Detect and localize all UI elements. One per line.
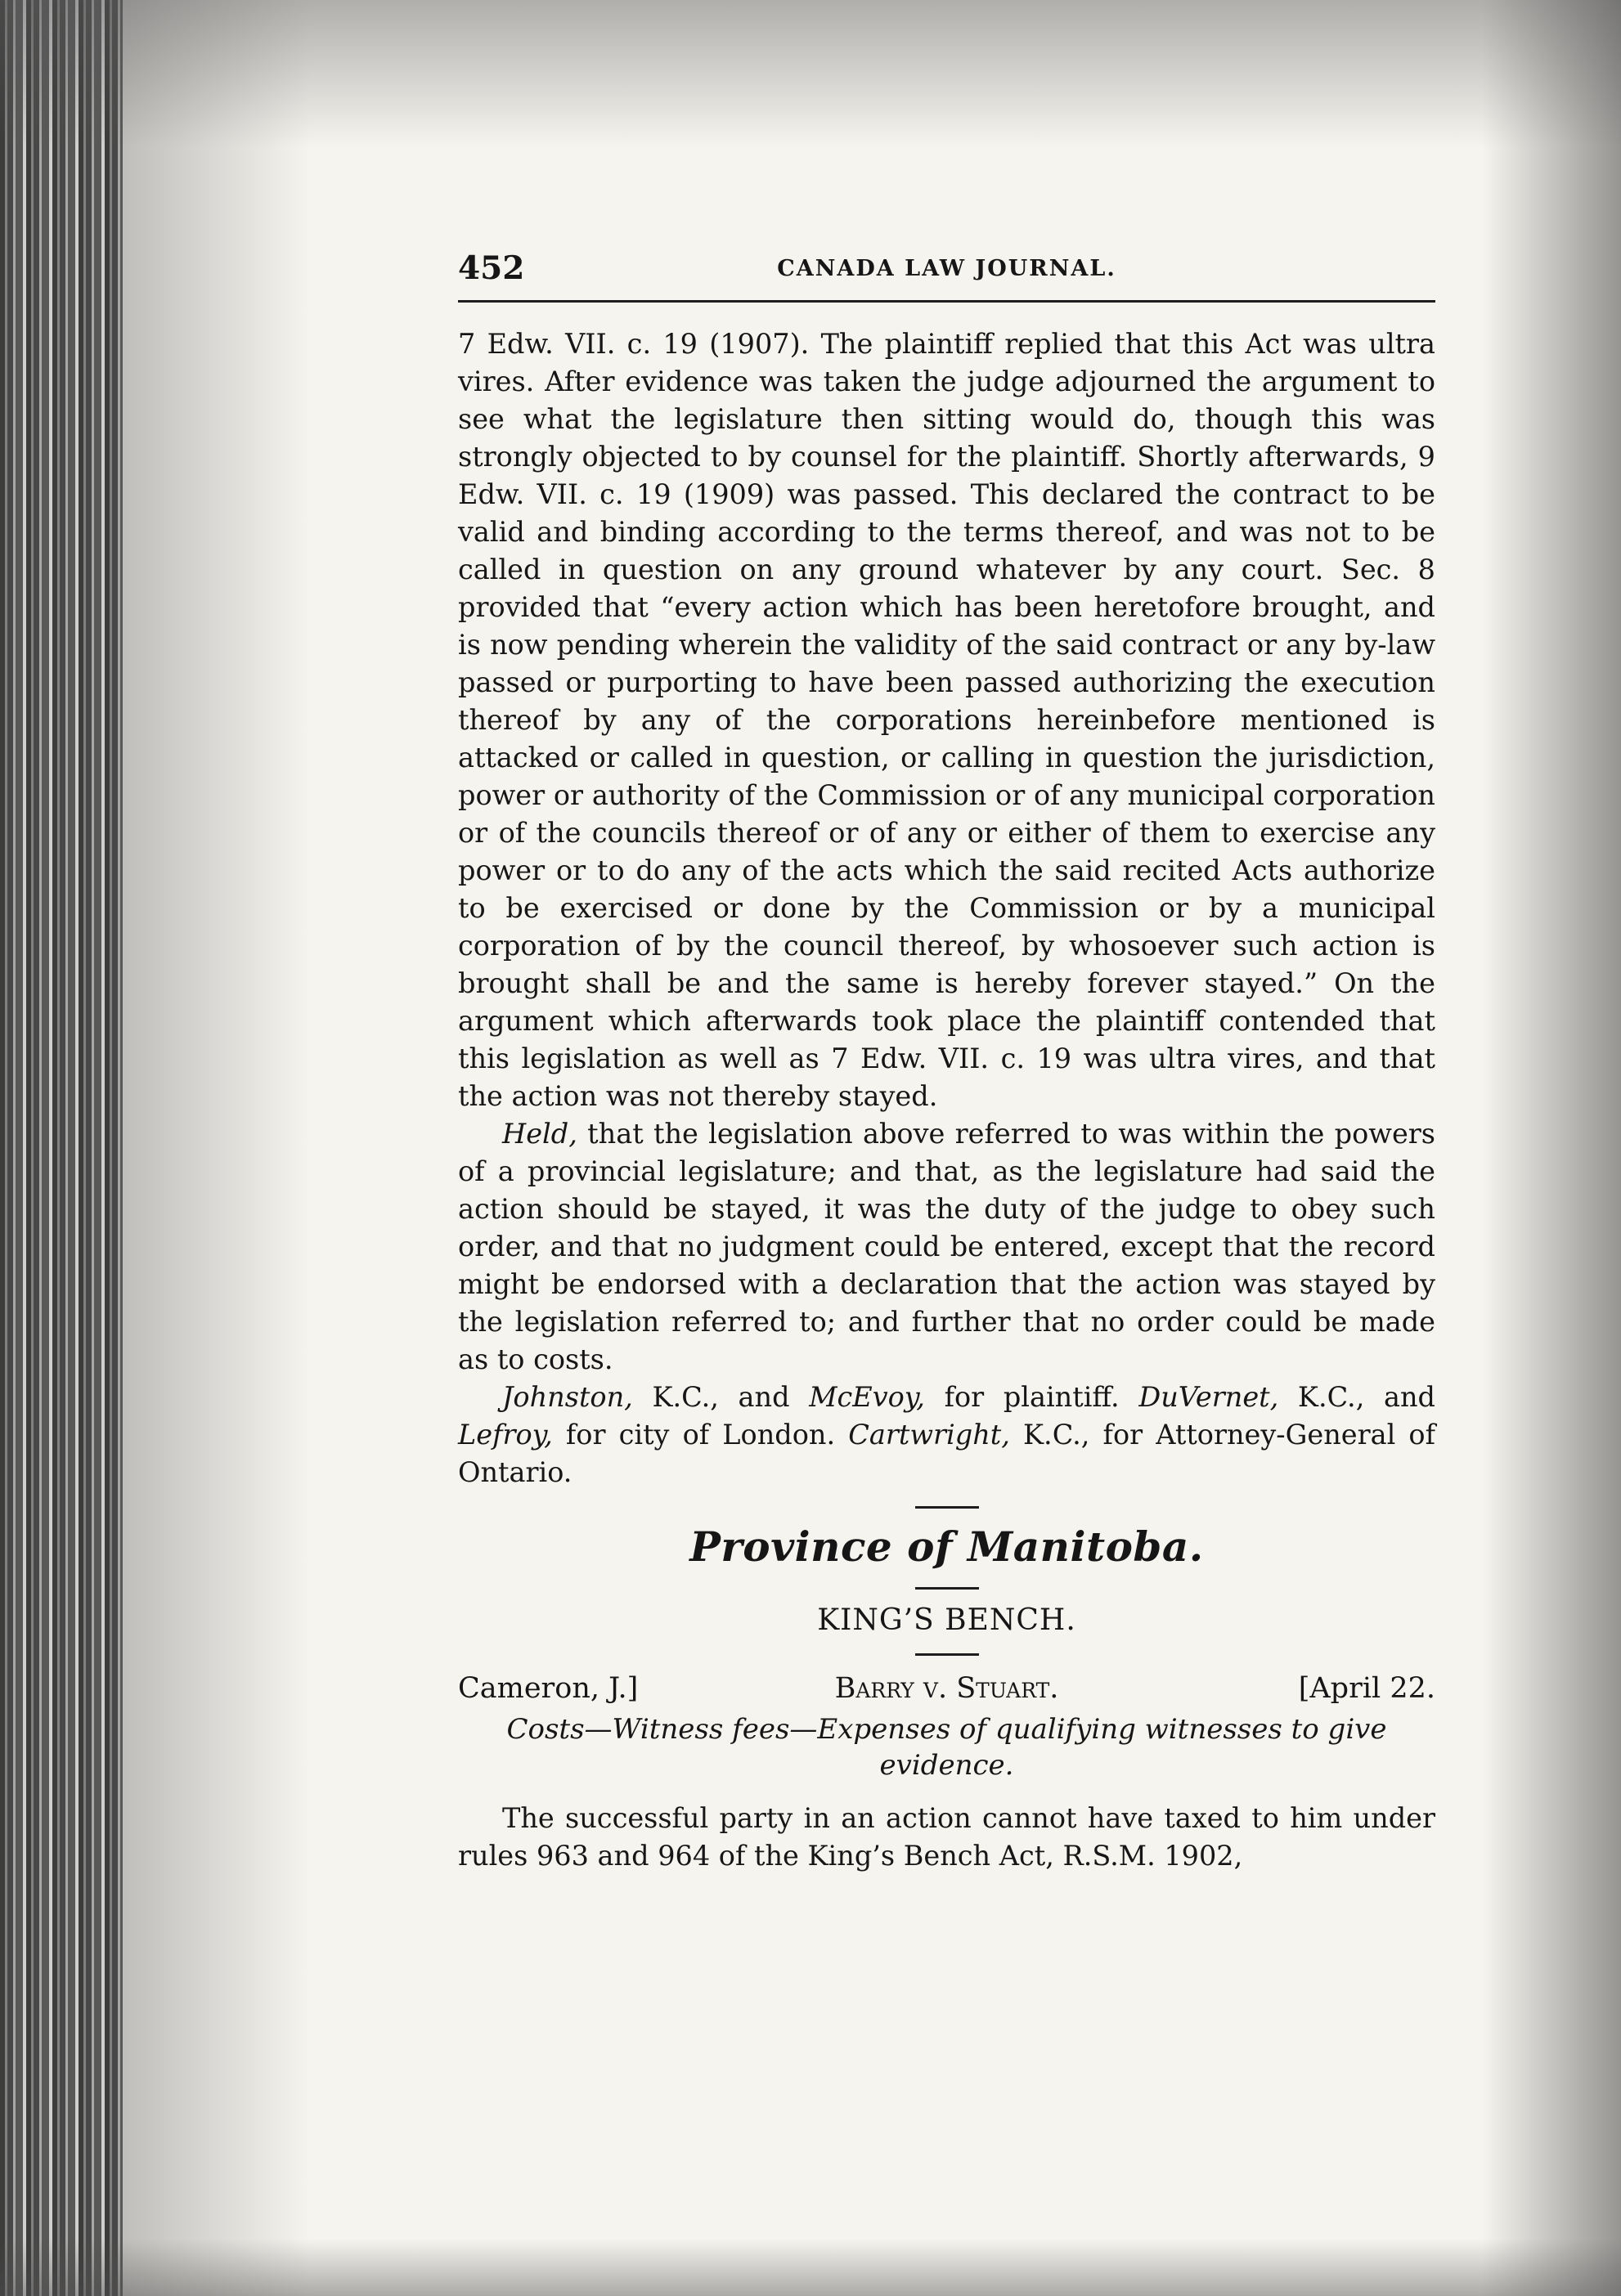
page-number: 452 <box>458 249 525 287</box>
scan-shadow-bottom <box>0 2239 1621 2296</box>
case-body <box>458 1800 1435 1875</box>
section-heading: Province of Manitoba. <box>689 1522 1204 1571</box>
case-headnote: Costs—Witness fees—Expenses of qualifying witnesses to give evidence. <box>506 1713 1387 1782</box>
counsel-text-4: for city of London. <box>552 1419 849 1451</box>
held-label: Held, <box>502 1118 577 1150</box>
section-rule-top <box>915 1506 979 1509</box>
held-text: that the legislation above referred to was within the powers of a provincial legislature; and that, as the legislature had said the action should be stayed, it was the duty of the judge to obey such order, and that no judgment could be entered, except that the record might be endorsed with a declaration that the action was stayed by the legislation referred to; and further that no order could be made as to costs. <box>458 1118 1435 1375</box>
court-name: KING’S BENCH. <box>817 1603 1076 1637</box>
case-paragraph: The successful party in an action cannot have taxed to him under rules 963 and 964 of the King’s Bench Act, R.S.M. 1902, <box>458 1802 1435 1872</box>
case-title: Barry v. Stuart. <box>834 1672 1059 1705</box>
counsel-name-5: Cartwright, <box>848 1419 1010 1451</box>
counsel-name-2: McEvoy, <box>809 1381 925 1413</box>
scan-shadow-left <box>123 0 311 2296</box>
section-rule-bottom <box>915 1653 979 1656</box>
case-judge: Cameron, J.] <box>458 1672 639 1705</box>
scan-shadow-top <box>0 0 1621 147</box>
article-body <box>458 325 1435 1491</box>
counsel-text-1: K.C., and <box>632 1381 810 1413</box>
section-rule-middle <box>915 1587 979 1590</box>
counsel-name-4: Lefroy, <box>458 1419 553 1451</box>
running-head <box>458 249 1435 303</box>
case-date: [April 22. <box>1298 1672 1435 1705</box>
paragraph-facts: 7 Edw. VII. c. 19 (1907). The plaintiff replied that this Act was ultra vires. After evidence was taken the judge adjourned the argument to see what the legislature then sitting would do, though this was strongly objected to by counsel for the plaintiff. Shortly afterwards, 9 Edw. VII. c. 19 (1909) was passed. This declared the contract to be valid and binding according to the terms thereof, and was not to be called in question on any ground whatever by any court. Sec. 8 provided that “every action which has been heretofore brought, and is now pending wherein the validity of the said contract or any by-law passed or purporting to have been passed authorizing the execution thereof by any of the corporations hereinbefore mentioned is attacked or called in question, or calling in question the jurisdiction, power or authority of the Commission or of any municipal corporation or of the councils thereof or of any or either of them to exercise any power or to do any of the acts which the said recited Acts authorize to be exercised or done by the Commission or by a municipal corporation of by the council thereof, by whosoever such action is brought shall be and the same is hereby forever stayed.” On the argument which afterwards took place the plaintiff contended that this legislation as well as 7 Edw. VII. c. 19 was ultra vires, and that the action was not thereby stayed. <box>458 328 1435 1112</box>
page-content <box>458 249 1435 1875</box>
scan-shadow-right <box>1482 0 1621 2296</box>
case-caption <box>458 1669 1435 1708</box>
journal-title: CANADA LAW JOURNAL. <box>777 256 1116 281</box>
paragraph-counsel <box>458 1379 1435 1491</box>
paragraph-held <box>458 1115 1435 1379</box>
scan-binding-edge <box>0 0 123 2296</box>
counsel-name-1: Johnston, <box>502 1381 633 1413</box>
counsel-name-3: DuVernet, <box>1138 1381 1279 1413</box>
counsel-text-5: K.C., for Attorney-General of Ontario. <box>458 1419 1435 1488</box>
counsel-text-2: for plaintiff. <box>924 1381 1139 1413</box>
counsel-text-3: K.C., and <box>1278 1381 1435 1413</box>
